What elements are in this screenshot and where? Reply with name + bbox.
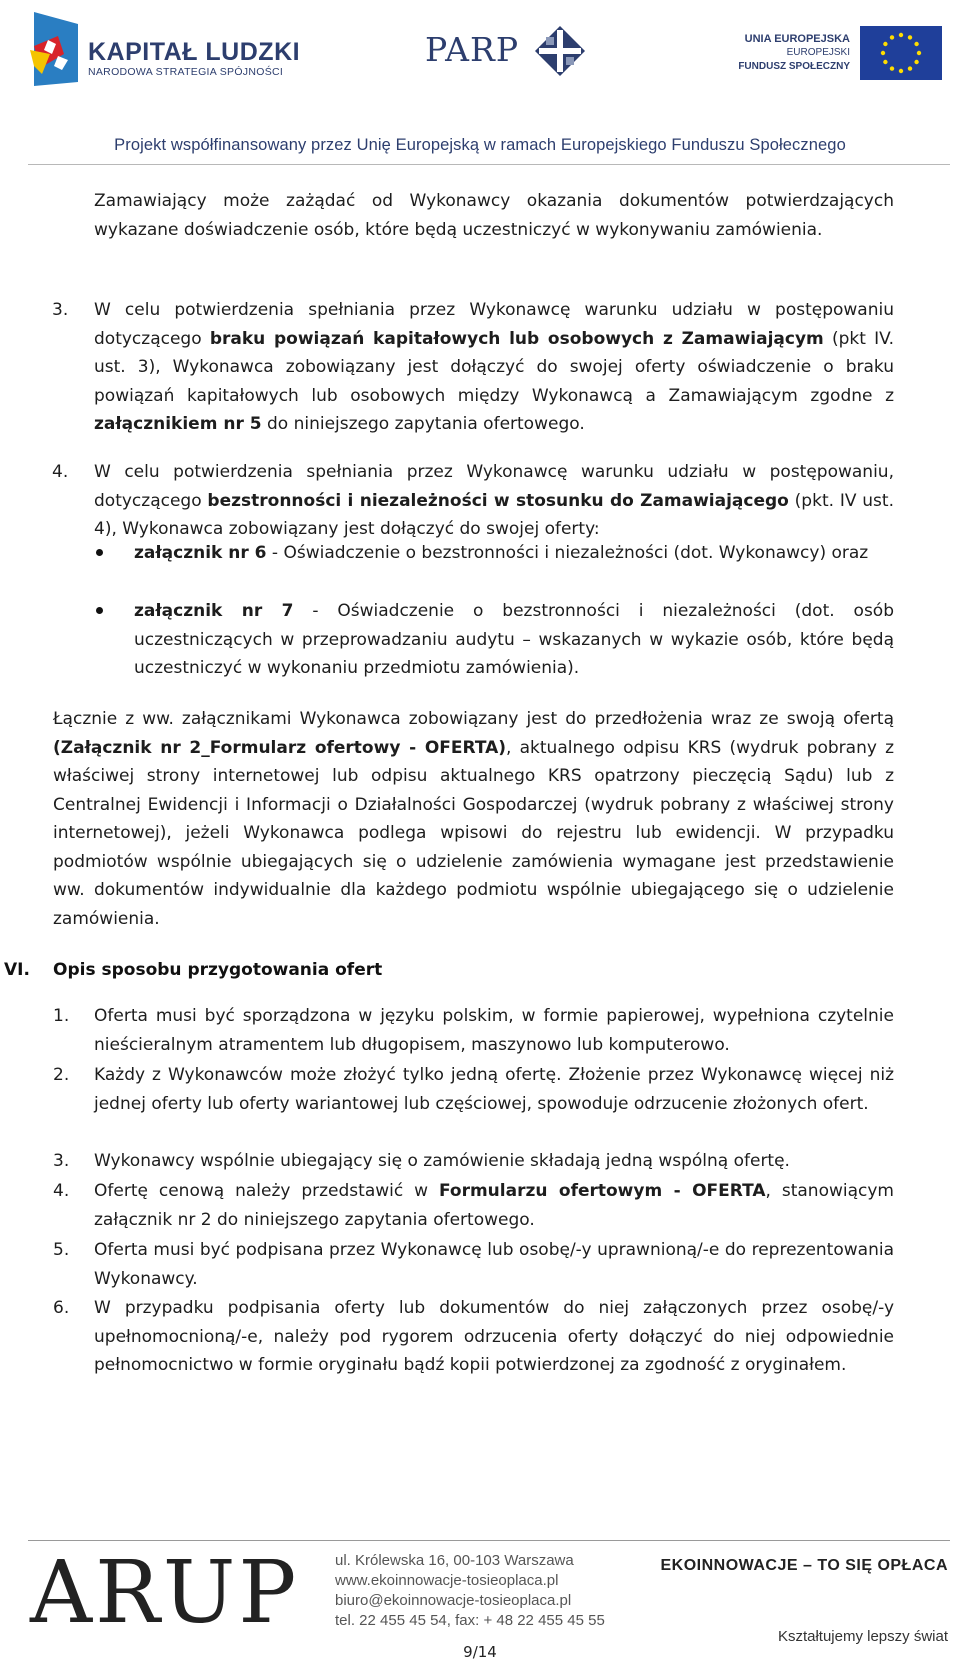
s6-item-4-part1: Ofertę cenową należy przedstawić w [94,1181,439,1201]
s6-item-6-text: W przypadku podpisania oferty lub dokumentów do niej załączonych przez osobę/-y upełnomocnioną/-e, należy pod rygorem odrzucenia oferty dołączyć do niej odpowiednie pełnomocnictwo w formie oryginału bądź kopii potwierdzonej za zgodność z oryginałem. [94,1298,894,1375]
item-4-text [94,458,894,544]
s6-item-1-number: 1. [53,1006,70,1026]
s6-item-4-text [94,1177,894,1234]
campaign-title: EKOINNOWACJE – TO SIĘ OPŁACA [660,1557,948,1574]
s6-item-2-number: 2. [53,1065,70,1085]
item-3-text [94,296,894,439]
eu-line-2: EUROPEJSKI [786,47,850,58]
footer-divider [28,1540,950,1541]
s6-item-6-number: 6. [53,1298,70,1318]
bullet-2-rest: - Oświadczenie o bezstronności i niezależności (dot. osób uczestniczących w przeprowadzaniu audytu – wskazanych w wykazie osób, które będą uczestniczyć w wykonaniu przedmiotu zamówienia). [134,601,894,678]
item-3-part1: W celu potwierdzenia spełniania przez Wykonawcę warunku udziału w postępowaniu dotyczącego [94,300,894,349]
contact-address: ul. Królewska 16, 00-103 Warszawa [335,1552,574,1569]
cofinancing-note: Projekt współfinansowany przez Unię Europejską w ramach Europejskiego Funduszu Społecznego [114,136,846,154]
header-divider [28,164,950,165]
kapital-ludzki-logo [28,8,308,88]
s6-item-4-bold: Formularzu ofertowym - OFERTA [438,1181,766,1201]
eu-logo-text [738,32,850,74]
bullet-1-text [134,539,894,568]
campaign-slogan: Kształtujemy lepszy świat [777,1628,948,1645]
item-4-part1: W celu potwierdzenia spełniania przez Wykonawcę warunku udziału w postępowaniu, dotyczącego [94,462,894,511]
bullet-1-marker [96,549,103,556]
eu-logo [720,20,942,84]
item-3-part2: (pkt IV. ust. 3), Wykonawca zobowiązany jest dołączyć do swojej oferty oświadczenie o braku powiązań kapitałowych lub osobowych między Wykonawcą a Zamawiającym zgodne z [94,328,894,406]
eu-line-3: FUNDUSZ SPOŁECZNY [738,61,850,72]
bullet-2-bold: załącznik nr 7 [134,601,294,621]
s6-item-5-number: 5. [53,1240,70,1260]
bullet-2-marker [96,607,103,614]
s6-item-1-text: Oferta musi być sporządzona w języku polskim, w formie papierowej, wypełniona czytelnie nieścieralnym atramentem lub długopisem, maszynowo lub komputerowo. [94,1006,894,1055]
parp-logo [425,22,585,82]
s6-item-3-number: 3. [53,1151,70,1171]
intro-paragraph: Zamawiający może zażądać od Wykonawcy okazania dokumentów potwierdzających wykazane doświadczenie osób, które będą uczestniczyć w wykonywaniu zamówienia. [94,191,894,240]
summary-part1: Łącznie z ww. załącznikami Wykonawca zobowiązany jest do przedłożenia wraz ze swoją ofertą [53,709,894,729]
summary-part2: , aktualnego odpisu KRS (wydruk pobrany z właściwej strony internetowej lub odpisu aktualnego KRS opatrzony pieczęcią Sądu) lub z Centralnej Ewidencji i Informacji o Działalności Gospodarczej (wydruk pobrany z właściwej strony internetowej), jeżeli Wykonawca podlega wpisowi do rejestru lub ewidencji. W przypadku podmiotów wspólnie ubiegających się o udzielenie zamówienia wymagane jest przedstawienie ww. dokumentów indywidualnie dla każdego podmiotu wspólnie ubiegającego się o udzielenie zamówienia. [53,737,895,929]
item-4-number: 4. [52,462,69,482]
s6-item-4-number: 4. [53,1181,70,1201]
contact-block [335,1551,605,1631]
kapital-ludzki-subtitle: NARODOWA STRATEGIA SPÓJNOŚCI [88,66,284,78]
page-header [0,0,960,168]
item-4-part2: (pkt. IV ust. 4), Wykonawca zobowiązany jest dołączyć do swojej oferty: [94,490,894,539]
parp-title: PARP [425,30,520,69]
contact-email: biuro@ekoinnowacje-tosieoplaca.pl [335,1592,572,1609]
s6-item-3-text: Wykonawcy wspólnie ubiegający się o zamówienie składają jedną wspólną ofertę. [94,1151,790,1171]
bullet-1-rest: - Oświadczenie o bezstronności i niezależności (dot. Wykonawcy) oraz [266,543,869,563]
contact-website: www.ekoinnowacje-tosieoplaca.pl [335,1572,559,1589]
page-number: 9/14 [463,1643,497,1661]
item-3-number: 3. [52,300,69,320]
s6-item-2-text: Każdy z Wykonawców może złożyć tylko jedną ofertę. Złożenie przez Wykonawcę więcej niż jednej oferty lub oferty wariantowej lub częściowej, spowoduje odrzucenie złożonych ofert. [94,1065,894,1114]
eu-line-1: UNIA EUROPEJSKA [744,33,850,45]
bullet-1-bold: załącznik nr 6 [134,543,267,563]
contact-phone: tel. 22 455 45 54, fax: + 48 22 455 45 55 [335,1612,605,1629]
kapital-ludzki-flag-icon [28,10,80,86]
bullet-2-text [134,597,894,683]
section-6-title: Opis sposobu przygotowania ofert [53,960,383,980]
parp-mark-icon [533,24,587,78]
item-3-bold2: załącznikiem nr 5 [94,414,262,434]
section-6-number: VI. [4,960,30,980]
arup-logo: ARUP [30,1543,300,1643]
kapital-ludzki-title: KAPITAŁ LUDZKI [88,38,301,66]
eu-flag-icon [860,26,942,80]
summary-paragraph [53,705,894,933]
item-3-part3: do niniejszego zapytania ofertowego. [261,414,585,434]
item-4-bold1: bezstronności i niezależności w stosunku do Zamawiającego [207,490,789,511]
item-3-bold1: braku powiązań kapitałowych lub osobowych z Zamawiającym [209,328,824,349]
summary-bold: (Załącznik nr 2_Formularz ofertowy - OFERTA) [53,737,507,758]
s6-item-4-part2: , stanowiącym załącznik nr 2 do niniejszego zapytania ofertowego. [94,1181,894,1230]
s6-item-5-text: Oferta musi być podpisana przez Wykonawcę lub osobę/-y uprawnioną/-e do reprezentowania Wykonawcy. [94,1240,894,1289]
